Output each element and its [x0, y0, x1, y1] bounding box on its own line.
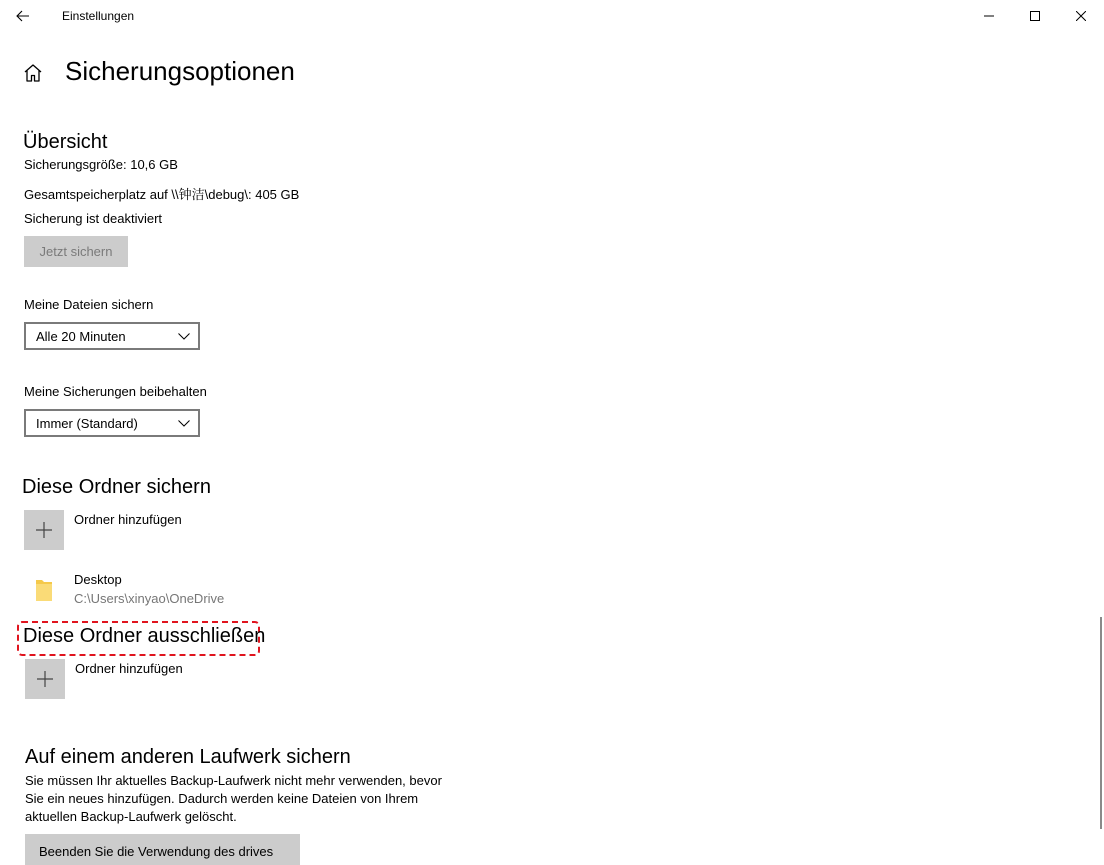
window-title: Einstellungen	[62, 9, 135, 23]
folder-path: C:\Users\xinyao\OneDrive	[74, 591, 225, 606]
other-drive-line-2: Sie ein neues hinzufügen. Dadurch werden keine Dateien von Ihrem	[25, 791, 419, 806]
close-button[interactable]	[1058, 0, 1104, 32]
minimize-icon	[984, 11, 994, 21]
retention-label: Meine Sicherungen beibehalten	[24, 384, 207, 399]
backup-now-button[interactable]: Jetzt sichern	[24, 236, 128, 267]
home-icon	[22, 62, 44, 84]
add-exclude-folder-button[interactable]	[25, 659, 65, 699]
exclude-folders-heading: Diese Ordner ausschließen	[23, 625, 266, 647]
total-space-text: Gesamtspeicherplatz auf \\钟洁\debug\: 405 GB	[24, 187, 300, 202]
add-include-folder-label[interactable]: Ordner hinzufügen	[74, 512, 182, 527]
include-folders-heading: Diese Ordner sichern	[22, 476, 211, 498]
other-drive-heading: Auf einem anderen Laufwerk sichern	[25, 746, 351, 768]
backup-status-text: Sicherung ist deaktiviert	[24, 211, 163, 226]
add-include-folder-button[interactable]	[24, 510, 64, 550]
retention-value: Immer (Standard)	[36, 415, 138, 431]
folder-name[interactable]: Desktop	[74, 572, 122, 587]
close-icon	[1076, 11, 1086, 21]
maximize-button[interactable]	[1012, 0, 1058, 32]
overview-heading: Übersicht	[23, 131, 108, 153]
page-title: Sicherungsoptionen	[65, 56, 295, 86]
other-drive-description	[25, 772, 475, 826]
arrow-left-icon	[16, 10, 30, 22]
plus-icon	[37, 671, 53, 687]
title-bar	[0, 0, 1104, 32]
minimize-button[interactable]	[966, 0, 1012, 32]
maximize-icon	[1030, 11, 1040, 21]
other-drive-line-1: Sie müssen Ihr aktuelles Backup-Laufwerk nicht mehr verwenden, bevor	[25, 773, 442, 788]
backup-size-text: Sicherungsgröße: 10,6 GB	[24, 157, 178, 172]
back-button[interactable]	[0, 0, 46, 32]
plus-icon	[36, 522, 52, 538]
backup-frequency-value: Alle 20 Minuten	[36, 328, 126, 344]
home-button[interactable]	[22, 62, 44, 84]
scrollbar[interactable]	[1100, 617, 1102, 829]
other-drive-line-3: aktuellen Backup-Laufwerk gelöscht.	[25, 809, 237, 824]
backup-frequency-label: Meine Dateien sichern	[24, 297, 154, 312]
folder-icon	[24, 570, 64, 610]
backup-frequency-select[interactable]	[24, 322, 200, 350]
stop-using-drive-button[interactable]: Beenden Sie die Verwendung des drives	[25, 834, 300, 865]
retention-select[interactable]	[24, 409, 200, 437]
add-exclude-folder-label[interactable]: Ordner hinzufügen	[75, 661, 183, 676]
chevron-down-icon	[178, 333, 190, 340]
chevron-down-icon	[178, 420, 190, 427]
